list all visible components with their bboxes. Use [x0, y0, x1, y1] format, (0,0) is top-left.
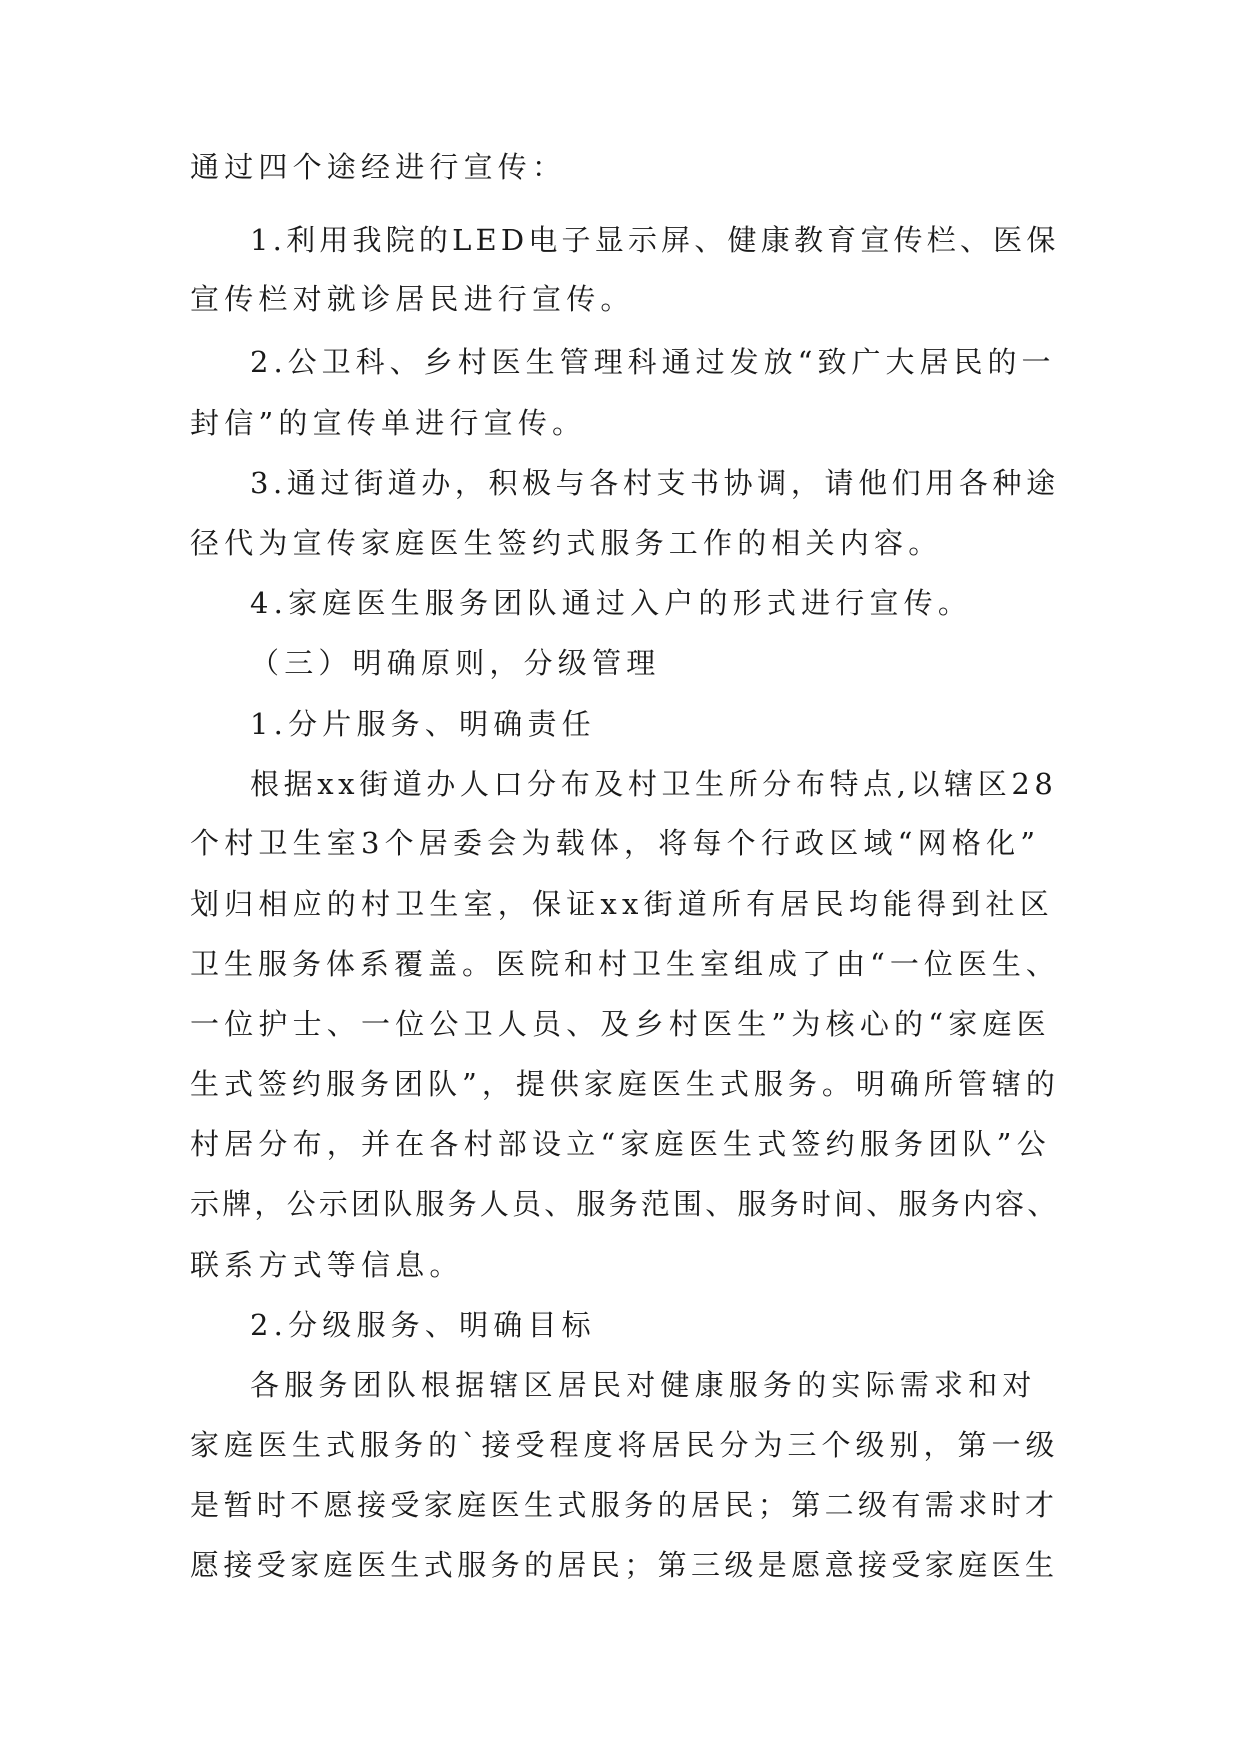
paragraph-2-line-1: 各服务团队根据辖区居民对健康服务的实际需求和对: [250, 1368, 1037, 1402]
subheading-1: 1.分片服务、明确责任: [250, 707, 596, 741]
list-item-1-line-2: 宣传栏对就诊居民进行宣传。: [190, 282, 635, 316]
section-heading: （三）明确原则，分级管理: [250, 646, 661, 680]
paragraph-2-line-2: 家庭医生式服务的`接受程度将居民分为三个级别，第一级: [190, 1428, 1060, 1462]
paragraph-1-line-4: 卫生服务体系覆盖。医院和村卫生室组成了由“一位医生、: [190, 947, 1060, 981]
paragraph-2-line-4: 愿接受家庭医生式服务的居民；第三级是愿意接受家庭医生: [190, 1548, 1059, 1582]
text-line: 通过四个途经进行宣传：: [190, 150, 567, 184]
list-item-3-line-2: 径代为宣传家庭医生签约式服务工作的相关内容。: [190, 526, 943, 560]
subheading-2: 2.分级服务、明确目标: [250, 1308, 596, 1342]
paragraph-1-line-5: 一位护士、一位公卫人员、及乡村医生”为核心的“家庭医: [190, 1007, 1051, 1041]
list-item-3-line-1: 3.通过街道办，积极与各村支书协调，请他们用各种途: [250, 466, 1060, 500]
paragraph-1-line-6: 生式签约服务团队”，提供家庭医生式服务。明确所管辖的: [190, 1067, 1060, 1101]
paragraph-1-line-1: 根据xx街道办人口分布及村卫生所分布特点,以辖区28: [250, 767, 1058, 801]
list-item-4: 4.家庭医生服务团队通过入户的形式进行宣传。: [250, 586, 973, 620]
paragraph-1-line-7: 村居分布，并在各村部设立“家庭医生式签约服务团队”公: [190, 1127, 1051, 1161]
paragraph-2-line-3: 是暂时不愿接受家庭医生式服务的居民；第二级有需求时才: [190, 1488, 1059, 1522]
paragraph-1-line-3: 划归相应的村卫生室，保证xx街道所有居民均能得到社区: [190, 887, 1054, 921]
list-item-2-line-1: 2.公卫科、乡村医生管理科通过发放“致广大居民的一: [250, 345, 1056, 379]
paragraph-1-line-9: 联系方式等信息。: [190, 1248, 464, 1282]
paragraph-1-line-8: 示牌，公示团队服务人员、服务范围、服务时间、服务内容、: [190, 1187, 1060, 1221]
list-item-2-line-2: 封信”的宣传单进行宣传。: [190, 406, 587, 440]
list-item-1-line-1: 1.利用我院的LED电子显示屏、健康教育宣传栏、医保: [250, 223, 1060, 257]
paragraph-1-line-2: 个村卫生室3个居委会为载体，将每个行政区域“网格化”: [190, 826, 1041, 860]
